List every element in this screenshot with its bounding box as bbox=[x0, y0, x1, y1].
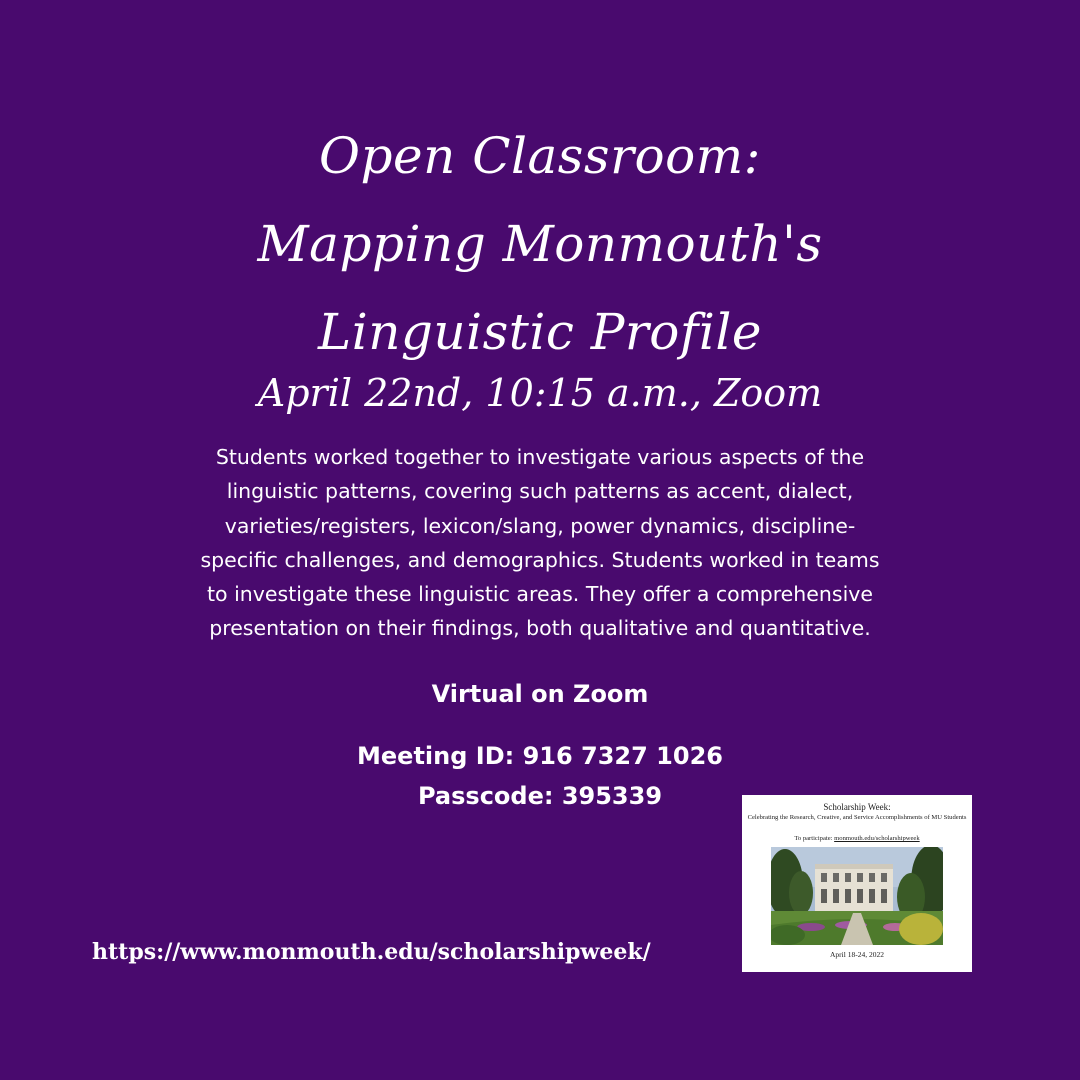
description-line: presentation on their findings, both qualitative and quantitative. bbox=[209, 616, 871, 641]
poster-title: Scholarship Week: bbox=[823, 802, 891, 812]
description-line: linguistic patterns, covering such patterns as accent, dialect, bbox=[226, 479, 854, 504]
poster-subtitle: Celebrating the Research, Creative, and Service Accomplishments of MU Students bbox=[747, 814, 967, 821]
description-line: varieties/registers, lexicon/slang, power dynamics, discipline- bbox=[224, 513, 856, 538]
meeting-id: Meeting ID: 916 7327 1026 bbox=[357, 742, 723, 770]
description-line: Students worked together to investigate various aspects of the bbox=[215, 445, 865, 469]
poster-date: April 18-24, 2022 bbox=[830, 950, 884, 959]
event-title bbox=[0, 112, 1080, 376]
virtual-label: Virtual on Zoom bbox=[431, 680, 649, 708]
event-date-line: April 22nd, 10:15 a.m., Zoom bbox=[257, 371, 823, 415]
description-line: to investigate these linguistic areas. They offer a comprehensive bbox=[206, 582, 874, 607]
scholarship-week-poster bbox=[742, 795, 972, 972]
description-line: specific challenges, and demographics. Students worked in teams bbox=[200, 547, 880, 572]
scholarship-week-url[interactable]: https://www.monmouth.edu/scholarshipweek/ bbox=[92, 939, 651, 965]
title-line: Linguistic Profile bbox=[318, 303, 762, 361]
poster-participate-link: monmouth.edu/scholarshipweek bbox=[834, 835, 920, 842]
title-line: Open Classroom: bbox=[319, 127, 761, 185]
mansion-photo bbox=[771, 847, 943, 945]
poster-participate-label: To participate: bbox=[794, 835, 835, 842]
passcode: Passcode: 395339 bbox=[417, 782, 663, 810]
event-description bbox=[150, 440, 930, 646]
title-line: Mapping Monmouth's bbox=[257, 215, 823, 273]
poster-participate bbox=[742, 835, 972, 843]
